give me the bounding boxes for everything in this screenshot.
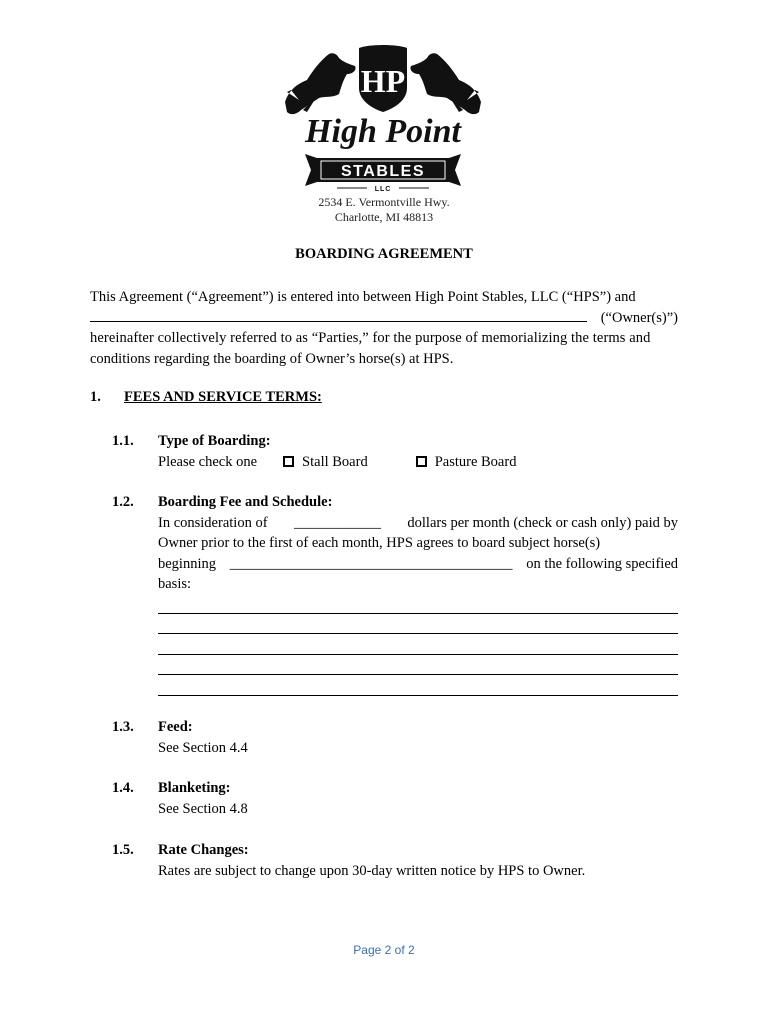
start-date-blank[interactable]: _______________________________________ — [229, 555, 513, 572]
fee-line-4: basis: — [158, 576, 192, 592]
logo-name: High Point — [305, 113, 461, 150]
svg-text:LLC: LLC — [374, 186, 392, 192]
intro-paragraph — [90, 287, 678, 369]
pasture-board-label: Pasture Board — [434, 453, 517, 470]
page-number: Page 2 of 2 — [353, 943, 415, 957]
basis-line[interactable] — [158, 662, 678, 675]
document-title: BOARDING AGREEMENT — [295, 246, 473, 262]
fee-line-3: beginning _______________________________________ on the following specified — [158, 554, 678, 575]
subsection-heading: Type of Boarding: — [158, 433, 271, 449]
address-line-1: 2534 E. Vermontville Hwy. — [318, 195, 450, 209]
subsection-text: Rates are subject to change upon 30-day written notice by HPS to Owner. — [158, 862, 586, 879]
monthly-fee-blank[interactable]: ____________ — [293, 514, 381, 531]
address-line-2: Charlotte, MI 48813 — [334, 210, 434, 224]
left-horse-icon — [285, 53, 356, 114]
fee-line-1: In consideration of ____________ dollars per month (check or cash only) paid by — [158, 513, 678, 534]
intro-line-2: (“Owner(s)”) — [90, 308, 678, 329]
basis-line[interactable] — [158, 601, 678, 614]
basis-line[interactable] — [158, 683, 678, 696]
subsection-heading: Rate Changes: — [158, 842, 249, 858]
subsection-heading: Blanketing: — [158, 780, 231, 796]
subsection-heading: Feed: — [158, 719, 193, 735]
basis-fill-lines[interactable] — [158, 601, 678, 696]
basis-line[interactable] — [158, 642, 678, 655]
svg-text:HP: HP — [360, 63, 406, 99]
svg-text:STABLES: STABLES — [341, 163, 425, 180]
intro-line-1: This Agreement (“Agreement”) is entered into between High Point Stables, LLC (“HPS”) and — [90, 289, 636, 305]
boarding-type-prompt: Please check one — [158, 453, 258, 470]
right-horse-icon — [410, 53, 481, 114]
basis-line[interactable] — [158, 621, 678, 634]
stall-board-label: Stall Board — [302, 453, 368, 470]
intro-line-4: conditions regarding the boarding of Owner’s horse(s) at HPS. — [90, 350, 454, 367]
stall-board-checkbox[interactable] — [283, 456, 294, 467]
high-point-stables-logo — [277, 40, 489, 192]
pasture-board-checkbox[interactable] — [416, 456, 427, 467]
intro-line-3: hereinafter collectively referred to as “Parties,” for the purpose of memorializing the terms and — [90, 330, 651, 346]
fee-line-2: Owner prior to the first of each month, HPS agrees to board subject horse(s) — [158, 535, 601, 551]
owner-name-blank[interactable] — [90, 308, 587, 322]
subsection-text: See Section 4.8 — [158, 800, 248, 817]
subsection-heading: Boarding Fee and Schedule: — [158, 494, 333, 510]
subsection-text: See Section 4.4 — [158, 739, 248, 756]
document-page: HP High Point STABLES LLC 2534 E. Vermontville Hwy. Charlotte, MI 48813 BOARDING AGREEMENT This Agreement (“Agreement”) is entered into between High Point Stables, LLC (“HPS”) and (“Owner(s)”) hereinafter collectively referred to as “Parties,” for the purpose of memorializing the terms and conditions regarding the boarding of Owner’s horse(s) at HPS. 1. FEES AND SERVICE TERMS: 1.1. Type of Boarding: Please check one Stall Board Pasture Board 1.2. Boarding Fee and Schedule: In consideration of ____________ dollars per month (check or cash only) paid by Owner prior to the first of each month, HPS agrees to board subject horse(s) beginning _______________________________________ on the following specified basis: 1.3. Feed: See Section 4.4 1.4. Blanketing: See Section 4.8 1.5. Rate Changes: Rates are subject to change upon 30-day written notice by HPS to Owner. Page 2 of 2 — [0, 0, 768, 1024]
